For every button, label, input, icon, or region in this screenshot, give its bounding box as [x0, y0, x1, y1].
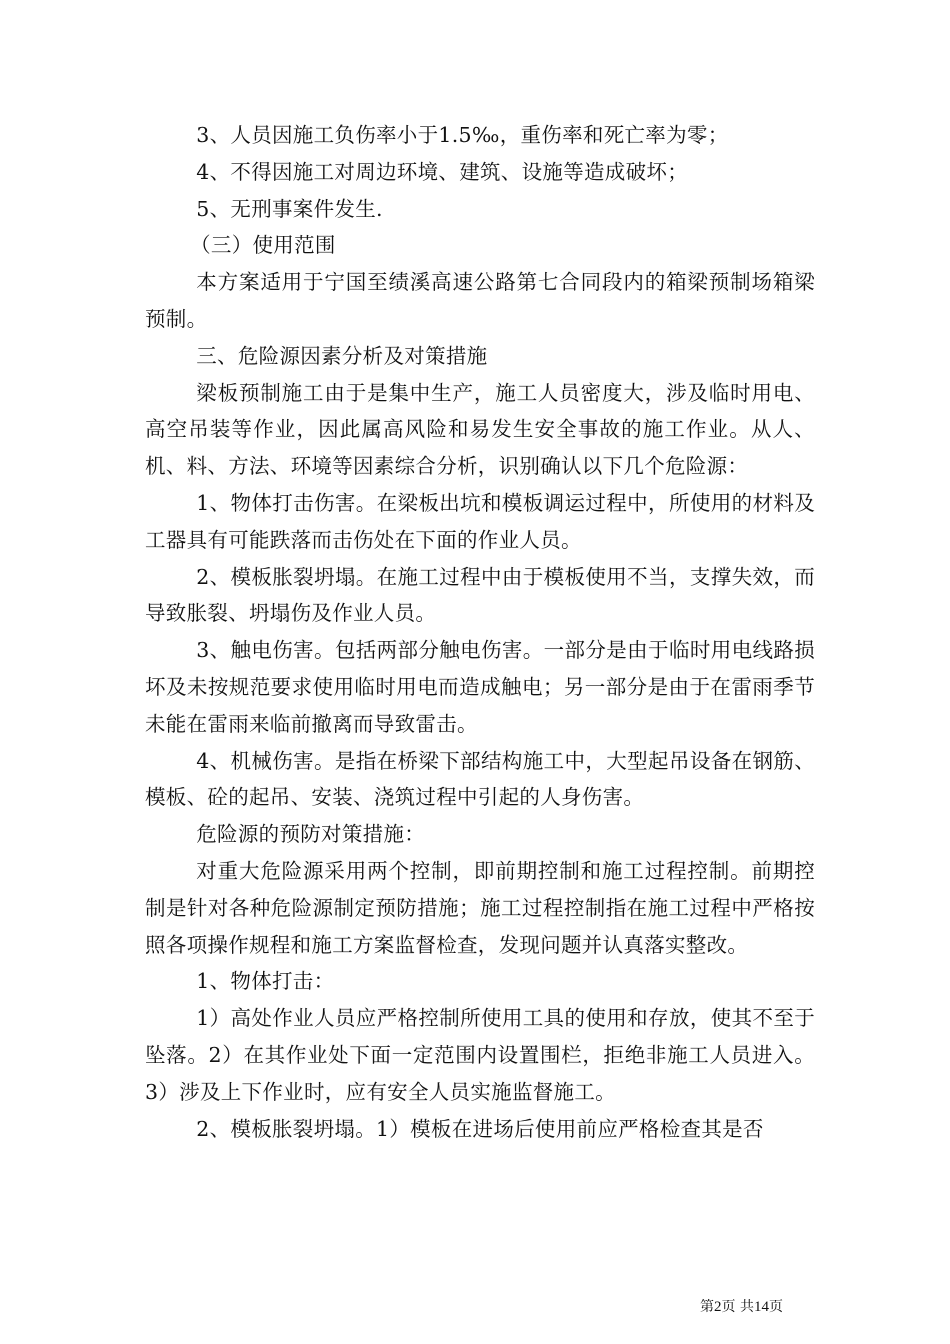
paragraph-goal-3: 3、人员因施工负伤率小于1.5‰，重伤率和死亡率为零；	[196, 123, 729, 147]
paragraph-hazard-intro: 梁板预制施工由于是集中生产，施工人员密度大，涉及临时用电、高空吊装等作业，因此属高风险和易发生安全事故的施工作业。从人、机、料、方法、环境等因素综合分析，识别确认以下几个危险源：	[145, 380, 815, 479]
footer-middle: 页 共	[721, 1299, 754, 1315]
paragraph-measures-title: 危险源的预防对策措施：	[196, 822, 426, 847]
document-body	[145, 117, 815, 1147]
page-footer	[700, 1296, 783, 1316]
paragraph-hazard-2: 2、模板胀裂坍塌。在施工过程中由于模板使用不当，支撑失效，而导致胀裂、坍塌伤及作业人员。	[145, 564, 815, 626]
paragraph-hazard-1: 1、物体打击伤害。在梁板出坑和模板调运过程中，所使用的材料及工器具有可能跌落而击伤处在下面的作业人员。	[145, 490, 815, 552]
paragraph-hazard-3: 3、触电伤害。包括两部分触电伤害。一部分是由于临时用电线路损坏及未按规范要求使用临时用电而造成触电；另一部分是由于在雷雨季节未能在雷雨来临前撤离而导致雷击。	[145, 638, 815, 736]
paragraph-measure-2: 2、模板胀裂坍塌。1）模板在进场后使用前应严格检查其是否	[196, 1116, 764, 1141]
paragraph-measures-intro: 对重大危险源采用两个控制，即前期控制和施工过程控制。前期控制是针对各种危险源制定预防措施；施工过程控制指在施工过程中严格按照各项操作规程和施工方案监督检查，发现问题并认真落实整改。	[145, 858, 815, 957]
paragraph-scope: 本方案适用于宁国至绩溪高速公路第七合同段内的箱梁预制场箱梁预制。	[145, 270, 815, 331]
current-page-number: 2	[714, 1299, 722, 1315]
section-heading-hazard-analysis: 三、危险源因素分析及对策措施	[196, 343, 488, 368]
total-pages-number: 14	[753, 1299, 769, 1315]
paragraph-measure-1-title: 1、物体打击：	[196, 969, 335, 994]
footer-suffix: 页	[768, 1299, 783, 1315]
paragraph-hazard-4: 4、机械伤害。是指在桥梁下部结构施工中，大型起吊设备在钢筋、模板、砼的起吊、安装、浇筑过程中引起的人身伤害。	[145, 748, 815, 810]
footer-prefix: 第	[700, 1299, 714, 1315]
paragraph-goal-4: 4、不得因施工对周边环境、建筑、设施等造成破坏；	[196, 159, 688, 184]
paragraph-measure-1-body: 1）高处作业人员应严格控制所使用工具的使用和存放，使其不至于坠落。2）在其作业处下面一定范围内设置围栏，拒绝非施工人员进入。3）涉及上下作业时，应有安全人员实施监督施工。	[145, 1006, 815, 1104]
paragraph-goal-5: 5、无刑事案件发生.	[196, 196, 383, 221]
section-heading-scope: （三）使用范围	[190, 233, 336, 258]
